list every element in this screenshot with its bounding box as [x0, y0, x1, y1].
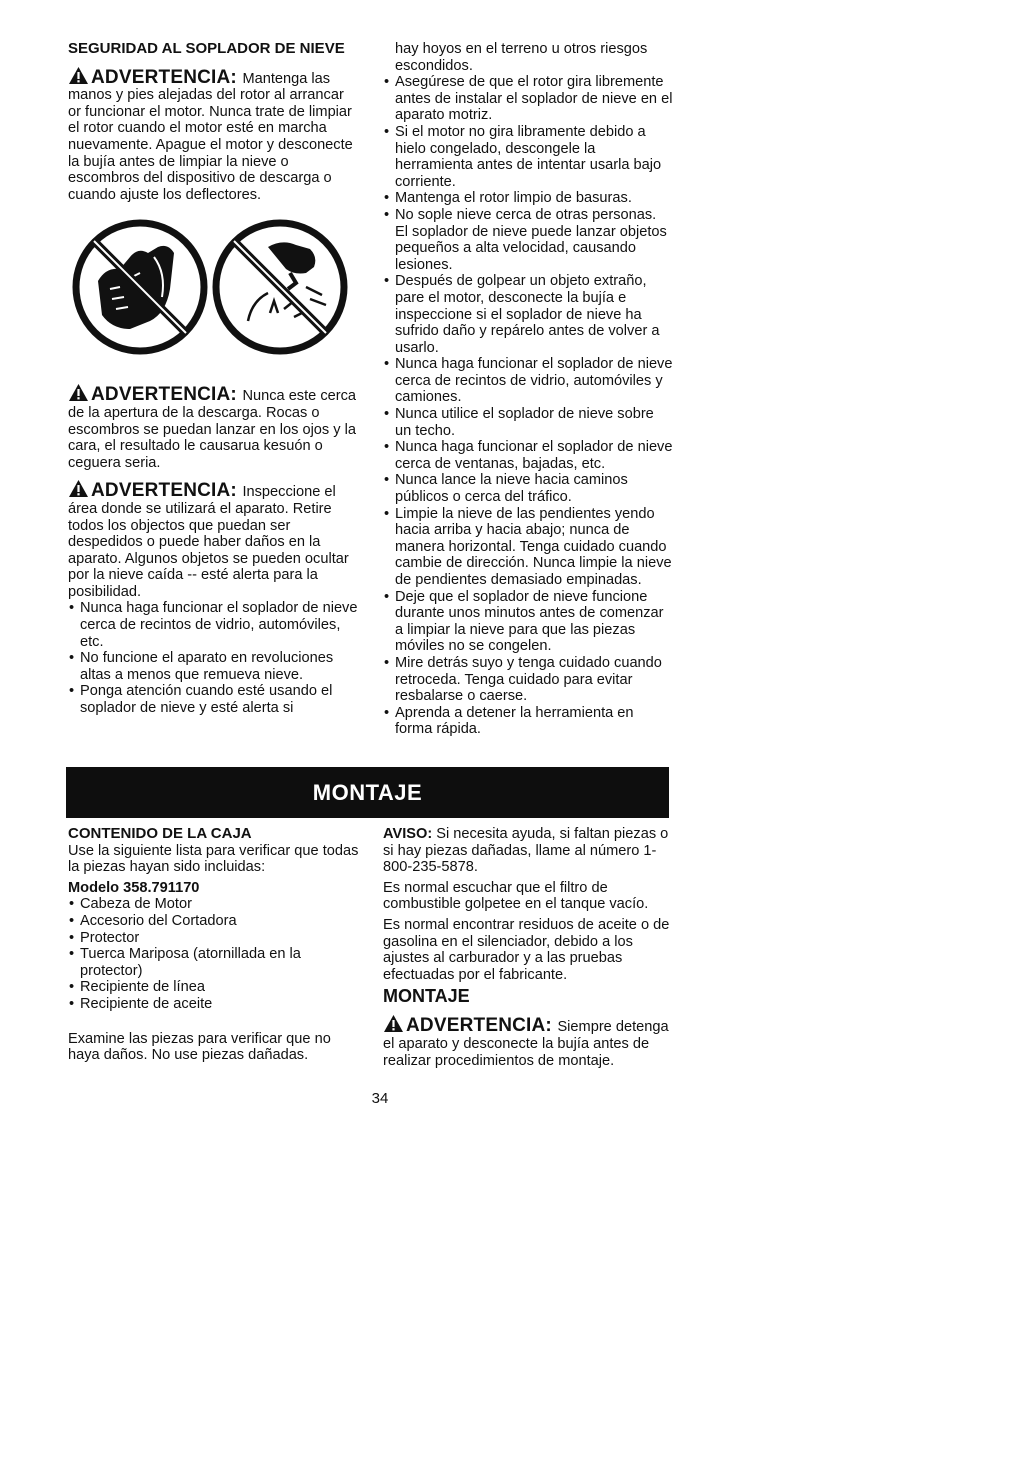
- list-item: • Tuerca Mariposa (atornillada en la protector): [68, 946, 360, 979]
- notice-text: Si necesita ayuda, si faltan piezas o si hay piezas dañadas, llame al número 1-800-235-5878.: [383, 826, 669, 876]
- notice-paragraph: [383, 826, 675, 876]
- warning-label: ADVERTENCIA:: [406, 1015, 552, 1037]
- list-item: • Si el motor no gira libramente debido a hielo congelado, descongele la herramienta antes de intentar usarla bajo corriente.: [383, 124, 673, 190]
- assembly-heading: MONTAJE: [383, 986, 470, 1007]
- page-number: 34: [371, 1090, 389, 1107]
- list-item: • Recipiente de línea: [68, 979, 360, 996]
- continuation-text: hay hoyos en el terreno u otros riesgos escondidos.: [395, 41, 648, 74]
- warning-triangle-icon: [68, 383, 89, 402]
- box-contents-list: [68, 896, 360, 1012]
- list-item: • Ponga atención cuando esté usando el soplador de nieve y esté alerta si: [68, 683, 358, 716]
- warning-label: ADVERTENCIA:: [91, 480, 237, 502]
- list-item: • Después de golpear un objeto extraño, pare el motor, desconecte la bujía e inspeccione si el soplador de nieve ha sufrido daño y repárelo antes de volver a usarlo.: [383, 273, 673, 356]
- warning-discharge: [68, 383, 358, 471]
- section-banner: MONTAJE: [66, 767, 669, 818]
- list-item: • Cabeza de Motor: [68, 896, 360, 913]
- warning-label: ADVERTENCIA:: [91, 384, 237, 406]
- prohibition-figures: [62, 217, 358, 357]
- list-item: • Protector: [68, 930, 360, 947]
- box-contents-section: [68, 826, 360, 1064]
- list-item: • Nunca haga funcionar el soplador de nieve cerca de ventanas, bajadas, etc.: [383, 439, 673, 472]
- notice-section: [383, 826, 675, 1069]
- warning-text: Mantenga las manos y pies alejadas del rotor al arrancar or funcionar el motor. Nunca trate de limpiar el rotor cuando el motor esté en marcha nuevamente. Apague el motor y desconecte la bujía antes de limpiar la nieve o escombros del dispositivo de descarga o cuando ajuste los deflectores.: [68, 70, 353, 203]
- section-heading: SEGURIDAD AL SOPLADOR DE NIEVE: [68, 40, 345, 57]
- list-item: • No sople nieve cerca de otras personas. El soplador de nieve puede lanzar objetos pequeños a alta velocidad, causando lesiones.: [383, 207, 673, 273]
- box-contents-intro: Use la siguiente lista para verificar que todas la piezas hayan sido incluidas:: [68, 842, 359, 876]
- examine-parts-text: Examine las piezas para verificar que no haya daños. No use piezas dañadas.: [68, 1030, 331, 1064]
- list-item: • Nunca haga funcionar el soplador de nieve cerca de recintos de vidrio, automóviles y camiones.: [383, 356, 673, 406]
- no-hands-in-rotor-icon: [70, 217, 210, 357]
- safety-list-right: [383, 74, 673, 738]
- safety-list-left: [68, 600, 358, 716]
- warning-text: Nunca este cerca de la apertura de la descarga. Rocas o escombros se puedan lanzar en los ojos y la cara, el resultado le causarua kesuón o ceguera seria.: [68, 388, 357, 471]
- list-item: • Recipiente de aceite: [68, 996, 360, 1013]
- warning-triangle-icon: [68, 66, 89, 85]
- warning-inspect-area: [68, 479, 358, 600]
- safety-right-column: [383, 41, 673, 738]
- warning-text: Inspeccione el área donde se utilizará el aparato. Retire todos los objectos que puedan ser despedidos o puede haber daños en la aparato. Algunos objetos se pueden ocultar por la nieve caída -- esté alerta para la posibilidad.: [68, 484, 349, 600]
- notice-paragraph-2: Es normal escuchar que el filtro de combustible golpetee en el tanque vacío.: [383, 879, 649, 913]
- list-item: • No funcione el aparato en revoluciones altas a menos que remueva nieve.: [68, 650, 358, 683]
- list-item: • Nunca utilice el soplador de nieve sobre un techo.: [383, 406, 673, 439]
- list-item: • Nunca haga funcionar el soplador de nieve cerca de recintos de vidrio, automóviles, etc.: [68, 600, 358, 650]
- warning-text: Siempre detenga el aparato y desconecte la bujía antes de realizar procedimientos de montaje.: [383, 1019, 669, 1069]
- no-hands-near-discharge-icon: [210, 217, 350, 357]
- box-contents-heading: CONTENIDO DE LA CAJA: [68, 825, 252, 842]
- warning-label: ADVERTENCIA:: [91, 66, 237, 88]
- model-number: Modelo 358.791170: [68, 879, 200, 896]
- safety-left-column: [68, 41, 358, 717]
- list-item: • Aprenda a detener la herramienta en forma rápida.: [383, 705, 673, 738]
- list-item: • Limpie la nieve de las pendientes yendo hacia arriba y hacia abajo; nunca de manera horizontal. Tenga cuidado cuando cambie de dirección. Nunca limpie la nieve de pendientes demasiado empinadas.: [383, 506, 673, 589]
- warning-triangle-icon: [383, 1014, 404, 1033]
- notice-paragraph-3: Es normal encontrar residuos de aceite o de gasolina en el silenciador, debido a los ajustes al carburador y a las pruebas efectuadas por el fabricante.: [383, 916, 670, 983]
- list-item: • Asegúrese de que el rotor gira libremente antes de instalar el soplador de nieve en el aparato motriz.: [383, 74, 673, 124]
- warning-triangle-icon: [68, 479, 89, 498]
- list-item: • Accesorio del Cortadora: [68, 913, 360, 930]
- warning-hands-feet: [68, 66, 358, 204]
- warning-assembly: [383, 1014, 675, 1069]
- list-item: • Mire detrás suyo y tenga cuidado cuando retroceda. Tenga cuidado para evitar resbalarse o caerse.: [383, 655, 673, 705]
- notice-label: AVISO:: [383, 826, 433, 842]
- list-item: • Deje que el soplador de nieve funcione durante unos minutos antes de comenzar a limpiar la nieve para que las piezas móviles no se congelen.: [383, 589, 673, 655]
- list-item: • Nunca lance la nieve hacia caminos públicos o cerca del tráfico.: [383, 472, 673, 505]
- list-item: • Mantenga el rotor limpio de basuras.: [383, 190, 673, 207]
